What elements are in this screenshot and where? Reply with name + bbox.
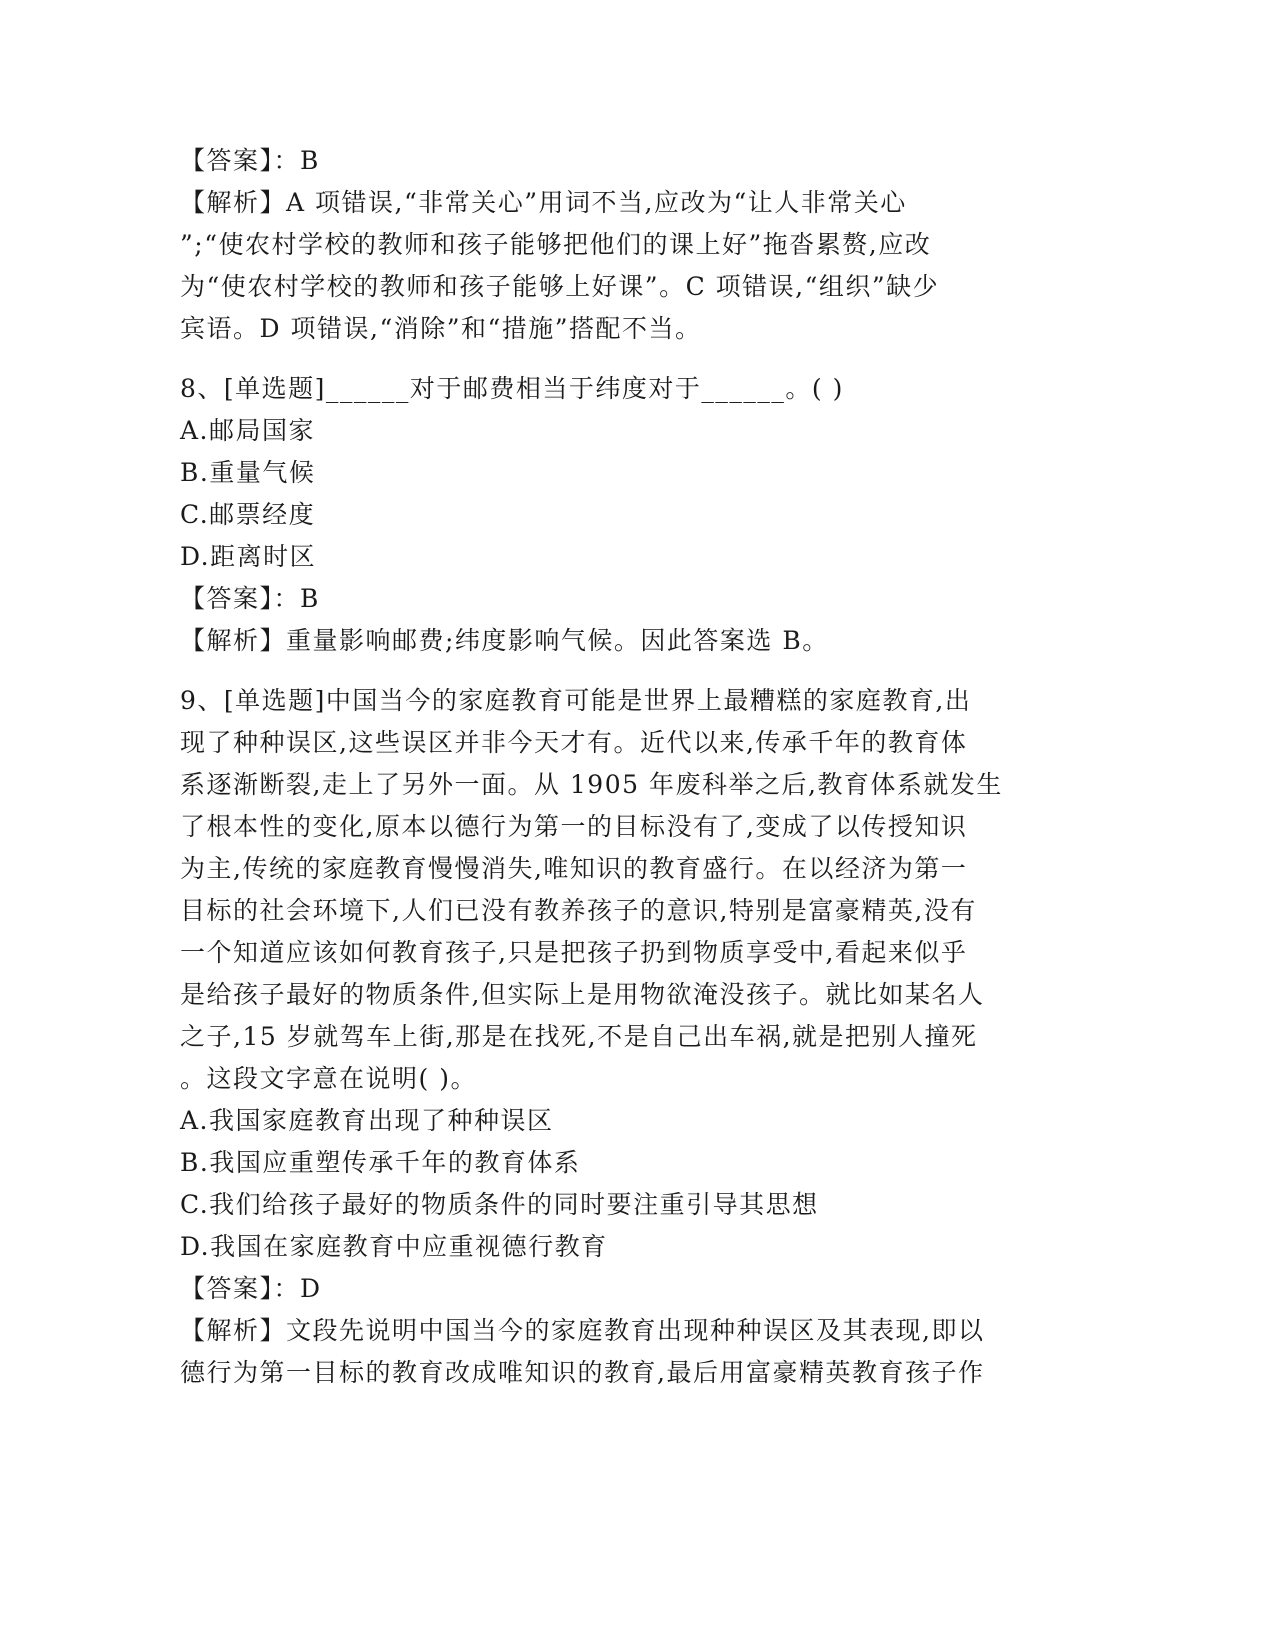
q9-stem-line: 一个知道应该如何教育孩子,只是把孩子扔到物质享受中,看起来似乎 (180, 938, 968, 967)
q8-answer: 【答案】：B (180, 584, 320, 613)
q9-option-a: A.我国家庭教育出现了种种误区 (180, 1106, 554, 1135)
question-7-block (180, 140, 1080, 350)
q9-option-d: D.我国在家庭教育中应重视德行教育 (180, 1232, 608, 1261)
spacer (180, 350, 1080, 368)
q7-analysis-line: 【解析】A 项错误,“非常关心”用词不当,应改为“让人非常关心 (180, 188, 907, 217)
q9-stem-line: 为主,传统的家庭教育慢慢消失,唯知识的教育盛行。在以经济为第一 (180, 854, 968, 883)
q7-analysis-line: 为“使农村学校的教师和孩子能够上好课”。C 项错误,“组织”缺少 (180, 272, 940, 301)
q9-stem-line: 9、[单选题]中国当今的家庭教育可能是世界上最糟糕的家庭教育,出 (180, 686, 972, 715)
question-9-block (180, 680, 1080, 1394)
q8-option-c: C.邮票经度 (180, 500, 316, 529)
q7-analysis-line: 宾语。D 项错误,“消除”和“措施”搭配不当。 (180, 314, 702, 343)
q9-stem-line: 。这段文字意在说明( )。 (180, 1064, 477, 1093)
q9-stem-line: 系逐渐断裂,走上了另外一面。从 1905 年废科举之后,教育体系就发生 (180, 770, 1003, 799)
q9-option-c: C.我们给孩子最好的物质条件的同时要注重引导其思想 (180, 1190, 819, 1219)
q7-answer: 【答案】：B (180, 146, 320, 175)
q9-analysis-line: 【解析】文段先说明中国当今的家庭教育出现种种误区及其表现,即以 (180, 1316, 985, 1345)
q8-option-a: A.邮局国家 (180, 416, 316, 445)
q9-stem-line: 之子,15 岁就驾车上街,那是在找死,不是自己出车祸,就是把别人撞死 (180, 1022, 978, 1051)
q9-answer: 【答案】：D (180, 1274, 322, 1303)
q7-analysis-line: ”;“使农村学校的教师和孩子能够把他们的课上好”拖沓累赘,应改 (180, 230, 932, 259)
spacer (180, 662, 1080, 680)
q9-analysis-line: 德行为第一目标的教育改成唯知识的教育,最后用富豪精英教育孩子作 (180, 1358, 985, 1387)
q8-stem: 8、[单选题]______对于邮费相当于纬度对于______。( ) (180, 374, 844, 403)
q9-stem-line: 了根本性的变化,原本以德行为第一的目标没有了,变成了以传授知识 (180, 812, 968, 841)
document-page (180, 140, 1080, 1394)
q9-stem-line: 现了种种误区,这些误区并非今天才有。近代以来,传承千年的教育体 (180, 728, 968, 757)
q8-analysis: 【解析】重量影响邮费;纬度影响气候。因此答案选 B。 (180, 626, 829, 655)
q8-option-b: B.重量气候 (180, 458, 316, 487)
q9-stem-line: 是给孩子最好的物质条件,但实际上是用物欲淹没孩子。就比如某名人 (180, 980, 985, 1009)
question-8-block (180, 368, 1080, 662)
q8-option-d: D.距离时区 (180, 542, 317, 571)
q9-stem-line: 目标的社会环境下,人们已没有教养孩子的意识,特别是富豪精英,没有 (180, 896, 977, 925)
q9-option-b: B.我国应重塑传承千年的教育体系 (180, 1148, 581, 1177)
